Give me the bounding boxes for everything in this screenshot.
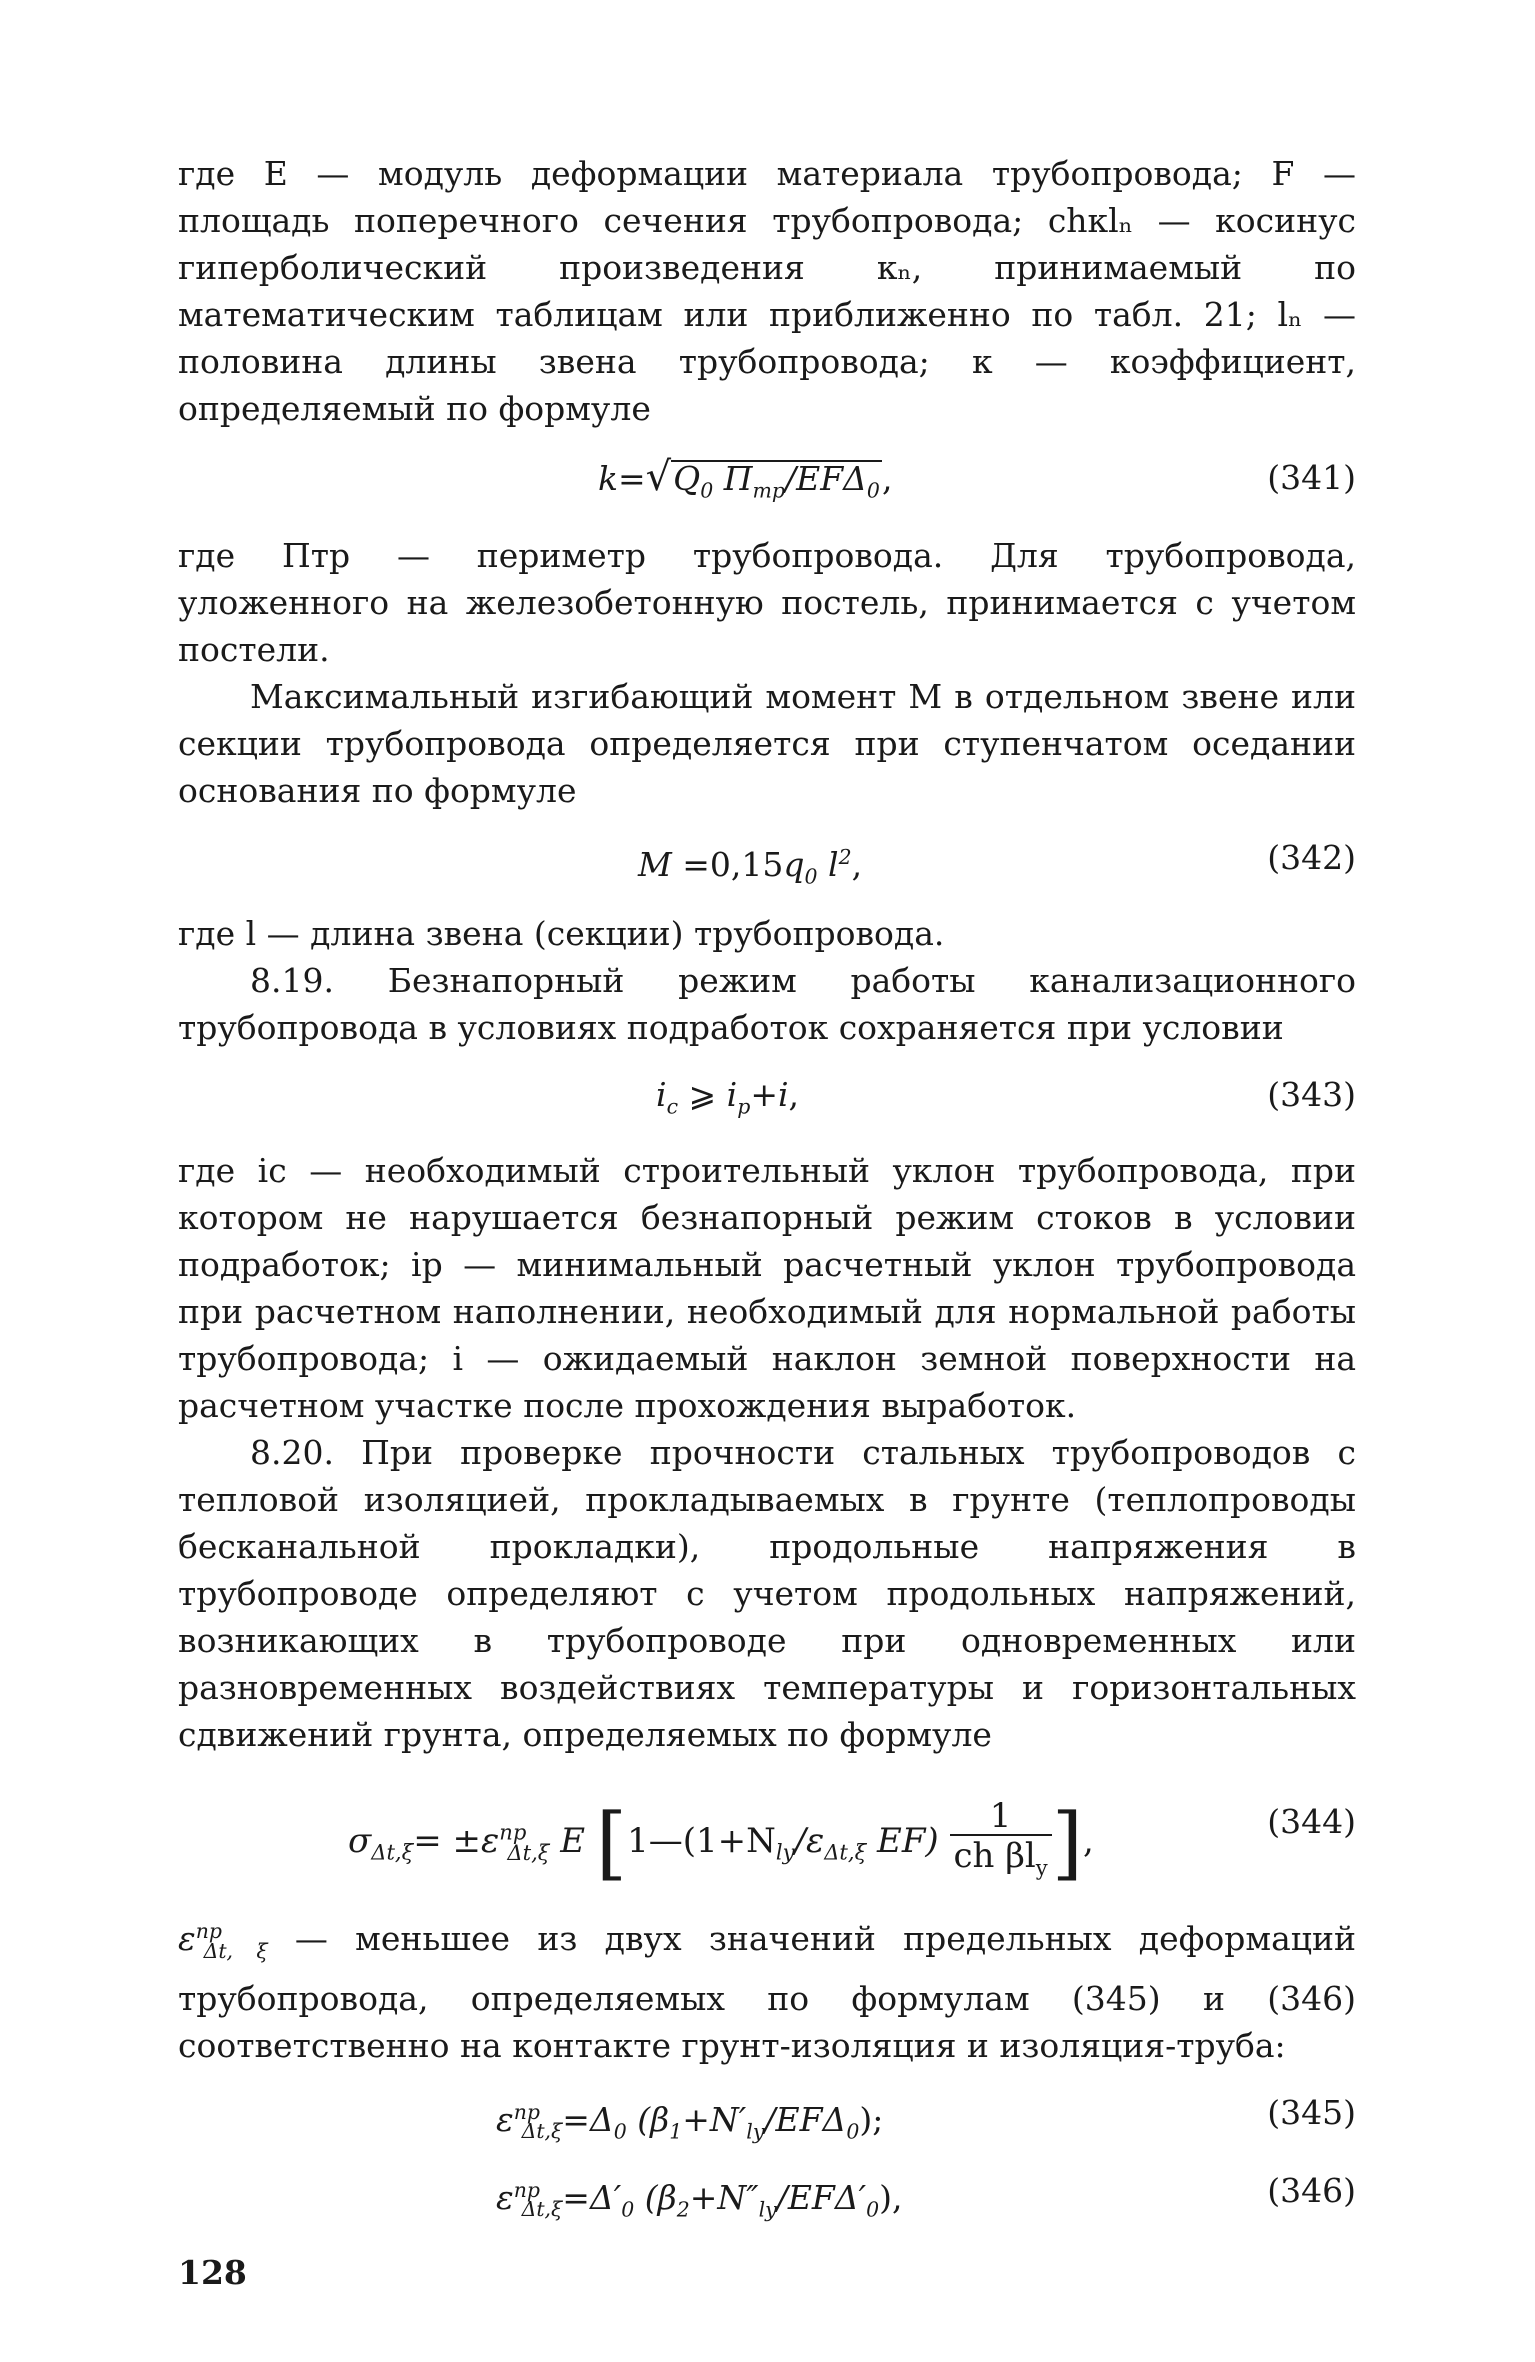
- right-bracket: ]: [1051, 1795, 1083, 1889]
- paragraph-max-moment: Максимальный изгибающий момент M в отдельном звене или секции трубопровода определяется при ступенчатом оседании основания по формуле: [178, 677, 1356, 810]
- formula-342: [178, 814, 1356, 910]
- equation-number: (343): [1267, 1075, 1356, 1114]
- formula-344: [178, 1758, 1356, 1908]
- equation-number: (345): [1267, 2092, 1356, 2132]
- formula-346-expression: $\varepsilon^{пр}_{\Delta t,\xi}=\Delta'_0$ $(\beta_2+N''_{ly}/EF\Delta'_0)$,: [496, 2177, 903, 2222]
- paragraph-8-19: 8.19. Безнапорный режим работы канализационного трубопровода в условиях подработок сохраняется при условии: [178, 961, 1356, 1047]
- radical-sign: √: [645, 454, 672, 500]
- paragraph-length-def: где l — длина звена (секции) трубопровода.: [178, 914, 945, 953]
- formula-341-expression: $k=√Q_0$ $П_{тр}/EF\Delta_0$,: [598, 454, 892, 508]
- epsilon-symbol: $\varepsilon^{пр}_{\Delta t, \xi}$: [178, 1919, 268, 1963]
- paragraph-perimeter: где Птр — периметр трубопровода. Для трубопровода, уложенного на железобетонную постель, принимается с учетом постели.: [178, 536, 1356, 669]
- equation-number: (341): [1267, 458, 1356, 497]
- paragraph-8-20: 8.20. При проверке прочности стальных трубопроводов с тепловой изоляцией, прокладываемых в грунте (теплопроводы бесканальной прокладки), продольные напряжения в трубопроводе определяют с учетом продольных напряжений, возникающих в трубопроводе при одновременных или разновременных воздействиях температуры и горизонтальных сдвижений грунта, определяемых по формуле: [178, 1433, 1356, 1754]
- formula-345-expression: $\varepsilon^{пр}_{\Delta t,\xi}=\Delta_0$ $(\beta_1+N'_{ly}/EF\Delta_0)$;: [496, 2099, 884, 2144]
- paragraph-slope-defs: где iс — необходимый строительный уклон трубопровода, при котором не нарушается безнапорный режим стоков в условии подработок; iр — минимальный расчетный уклон трубопровода при расчетном наполнении, необходимый для нормальной работы трубопровода; i — ожидаемый наклон земной поверхности на расчетном участке после прохождения выработок.: [178, 1151, 1356, 1425]
- paragraph-definitions-1: где E — модуль деформации материала трубопровода; F — площадь поперечного сечения трубопровода; chκlₙ — косинус гиперболический произведения κₙ, принимаемый по математическим таблицам или приближенно по табл. 21; lₙ — половина длины звена трубопровода; κ — коэффициент, определяемый по формуле: [178, 154, 1356, 428]
- equation-number: (342): [1267, 838, 1356, 877]
- fraction: $\frac{1}{ch \beta l_y}$: [950, 1798, 1052, 1888]
- page-body: [178, 150, 1356, 2245]
- formula-343-expression: $i_с$ ⩾ $i_р+i$,: [656, 1075, 800, 1119]
- page-number: 128: [178, 2253, 247, 2292]
- equation-number: (346): [1267, 2170, 1356, 2210]
- formula-345: [178, 2077, 1356, 2161]
- formula-343: [178, 1051, 1356, 1147]
- paragraph-limit-deformation: $\varepsilon^{пр}_{\Delta t, \xi}$ — меньшее из двух значений предельных деформаций трубопровода, определяемых по формулам (345) и (346) соответственно на контакте грунт-изоляция и изоляция-труба:: [178, 1919, 1356, 2065]
- formula-341: [178, 432, 1356, 532]
- equation-number: (344): [1267, 1802, 1356, 1841]
- formula-346: [178, 2161, 1356, 2245]
- radicand: $Q_0$ $П_{тр}/EF\Delta_0$: [671, 460, 882, 508]
- formula-342-expression: $M =0,15q_0$ $l^2$,: [638, 845, 863, 889]
- formula-344-expression: $\sigma_{\Delta t,\xi}= \pm\varepsilon^{пр}_{\Delta t,\xi}$ E [$1—(1+N_{ly}/\varepsilon_{\Delta t,\xi}$ EF) $\frac{1}{ch \beta l_y}$ ],: [348, 1795, 1094, 1889]
- left-bracket: [: [595, 1795, 628, 1889]
